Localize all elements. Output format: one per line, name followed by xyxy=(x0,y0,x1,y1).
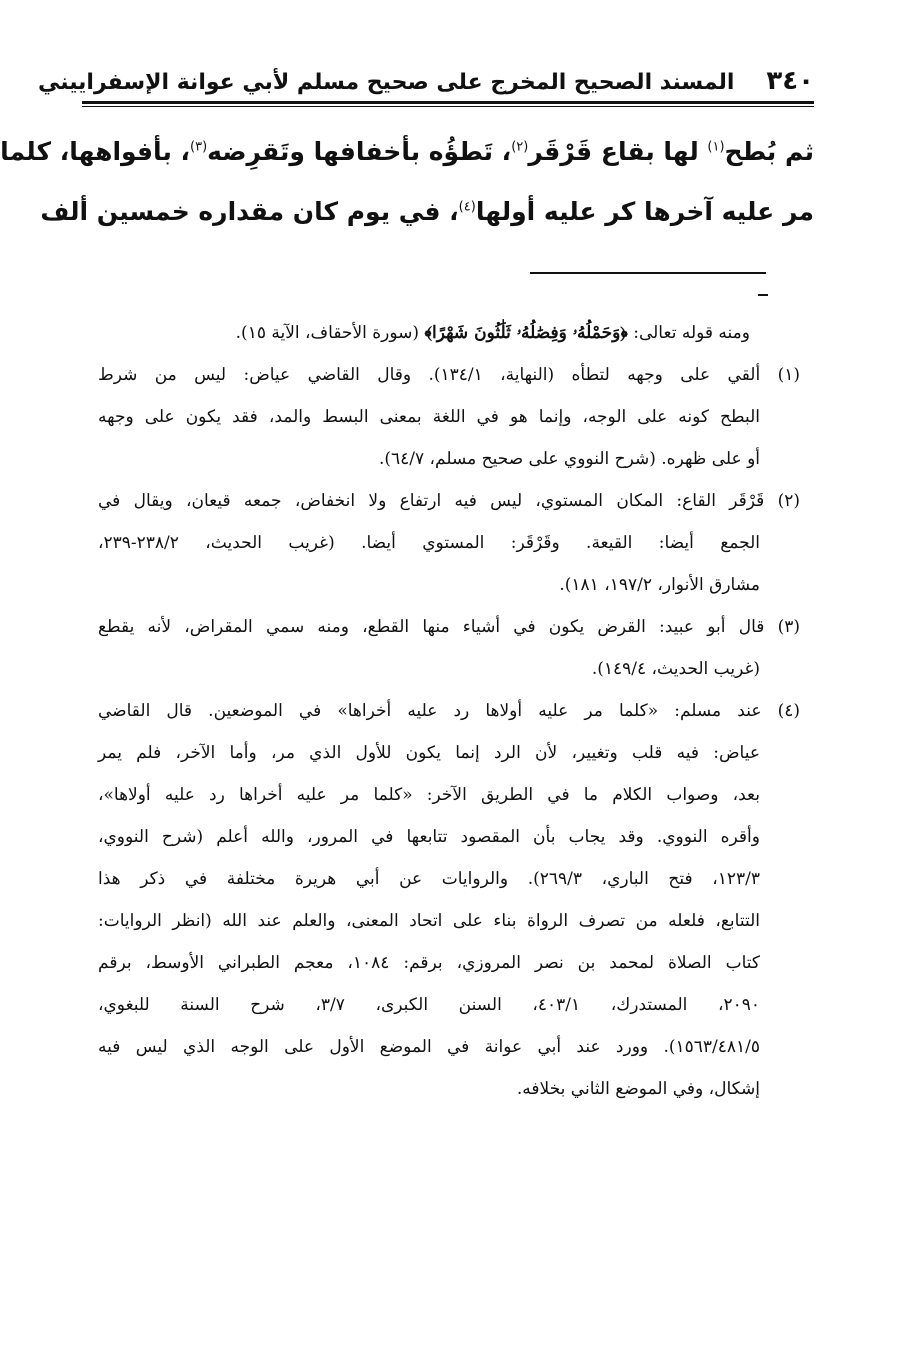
main-line-1 xyxy=(0,122,814,182)
footnote-continuation xyxy=(98,312,750,354)
header-rule-thick xyxy=(82,101,814,104)
quran-verse: ﴿وَحَمْلُهُۥ وَفِصَٰلُهُۥ ثَلَٰثُونَ شَهْرًا﴾ xyxy=(424,323,628,343)
main-text-segment: لها بقاع قَرْقَر xyxy=(528,137,708,166)
footnotes xyxy=(98,312,800,1110)
footnote-line: (٢) قَرْقَر القاع: المكان المستوي، ليس فيه ارتفاع ولا انخفاض، جمعه قيعان، ويقال في xyxy=(98,491,800,511)
header-rule-thin xyxy=(82,106,814,107)
footnote-2 xyxy=(98,480,800,606)
footnote-4 xyxy=(98,690,800,1110)
continuation-prefix: ومنه قوله تعالى: xyxy=(627,323,750,343)
main-text-segment: ، تَطؤُه بأخفافها وتَقرِضه xyxy=(207,137,512,166)
footnote-line: التتابع، فلعله من تصرف الرواة بناء على اتحاد المعنى، والعلم عند الله (انظر الروايات: xyxy=(98,911,760,931)
hadith-text xyxy=(0,122,814,242)
footnote-line: (٣) قال أبو عبيد: القرض يكون في أشياء منها القطع، ومنه سمي المقراض، لأنه يقطع xyxy=(98,617,800,637)
verse-reference: (سورة الأحقاف، الآية ١٥). xyxy=(235,323,425,343)
footnote-line: وأقره النووي. وقد يجاب بأن المقصود تتابعها في المرور، والله أعلم (شرح النووي، xyxy=(98,827,760,847)
footnote-marker-1[interactable]: (١) xyxy=(707,139,725,155)
page-header xyxy=(37,66,814,96)
footnote-line: ١٥٦٣/٤٨١/٥). وورد عند أبي عوانة في الموضع الأول على الوجه الذي ليس فيه xyxy=(98,1037,760,1057)
footnote-marker-2[interactable]: (٢) xyxy=(511,139,529,155)
footnote-dash xyxy=(758,294,768,296)
footnote-line: الجمع أيضا: القيعة. وقَرْقَر: المستوي أيضا. (غريب الحديث، ٢٣٨/٢-٢٣٩، xyxy=(98,533,760,553)
footnote-separator xyxy=(530,272,766,274)
footnote-line: ٢٠٩٠، المستدرك، ٤٠٣/١، السنن الكبرى، ٣/٧، شرح السنة للبغوي، xyxy=(98,995,761,1015)
footnote-line: البطح كونه على الوجه، وإنما هو في اللغة بمعنى البسط والمد، فقد يكون على وجهه xyxy=(98,407,760,427)
footnote-line: مشارق الأنوار، ١٩٧/٢، ١٨١). xyxy=(559,575,760,595)
footnote-line: إشكال، وفي الموضع الثاني بخلافه. xyxy=(516,1079,760,1099)
running-title: المسند الصحيح المخرج على صحيح مسلم لأبي عوانة الإسفراييني xyxy=(37,70,735,95)
footnote-marker-3[interactable]: (٣) xyxy=(190,139,208,155)
main-text-segment: ثم بُطح xyxy=(724,137,814,166)
footnote-3 xyxy=(98,606,800,690)
footnote-line: (غريب الحديث، ١٤٩/٤). xyxy=(591,659,760,679)
footnote-line: عياض: فيه قلب وتغيير، لأن الرد إنما يكون للأول الذي مر، وأما الآخر، فلم يمر xyxy=(98,743,760,763)
footnote-line: أو على ظهره. (شرح النووي على صحيح مسلم، ٦٤/٧). xyxy=(378,449,760,469)
footnote-line: (١) ألقي على وجهه لتطأه (النهاية، ١٣٤/١). وقال القاضي عياض: ليس من شرط xyxy=(98,365,800,385)
main-text-segment: مر عليه آخرها كر عليه أولها xyxy=(475,197,814,226)
page-number: ٣٤٠ xyxy=(766,66,814,96)
footnote-marker-4[interactable]: (٤) xyxy=(458,199,476,215)
footnote-line: ١٢٣/٣، فتح الباري، ٢٦٩/٣). والروايات عن أبي هريرة مختلفة في ذكر هذا xyxy=(98,869,760,889)
footnote-line: بعد، وصواب الكلام ما في الطريق الآخر: «كلما مر عليه أخراها رد عليه أولاها»، xyxy=(98,785,760,805)
footnote-line: (٤) عند مسلم: «كلما مر عليه أولاها رد عليه أخراها» في الموضعين. قال القاضي xyxy=(98,701,800,721)
footnote-line: كتاب الصلاة لمحمد بن نصر المروزي، برقم: ١٠٨٤، معجم الطبراني الأوسط، برقم xyxy=(98,953,760,973)
main-text-segment: ، بأفواهها، كلما xyxy=(0,137,191,166)
main-text-segment: ، في يوم كان مقداره خمسين ألف xyxy=(40,197,459,226)
footnote-1 xyxy=(98,354,800,480)
main-line-2 xyxy=(40,182,814,242)
